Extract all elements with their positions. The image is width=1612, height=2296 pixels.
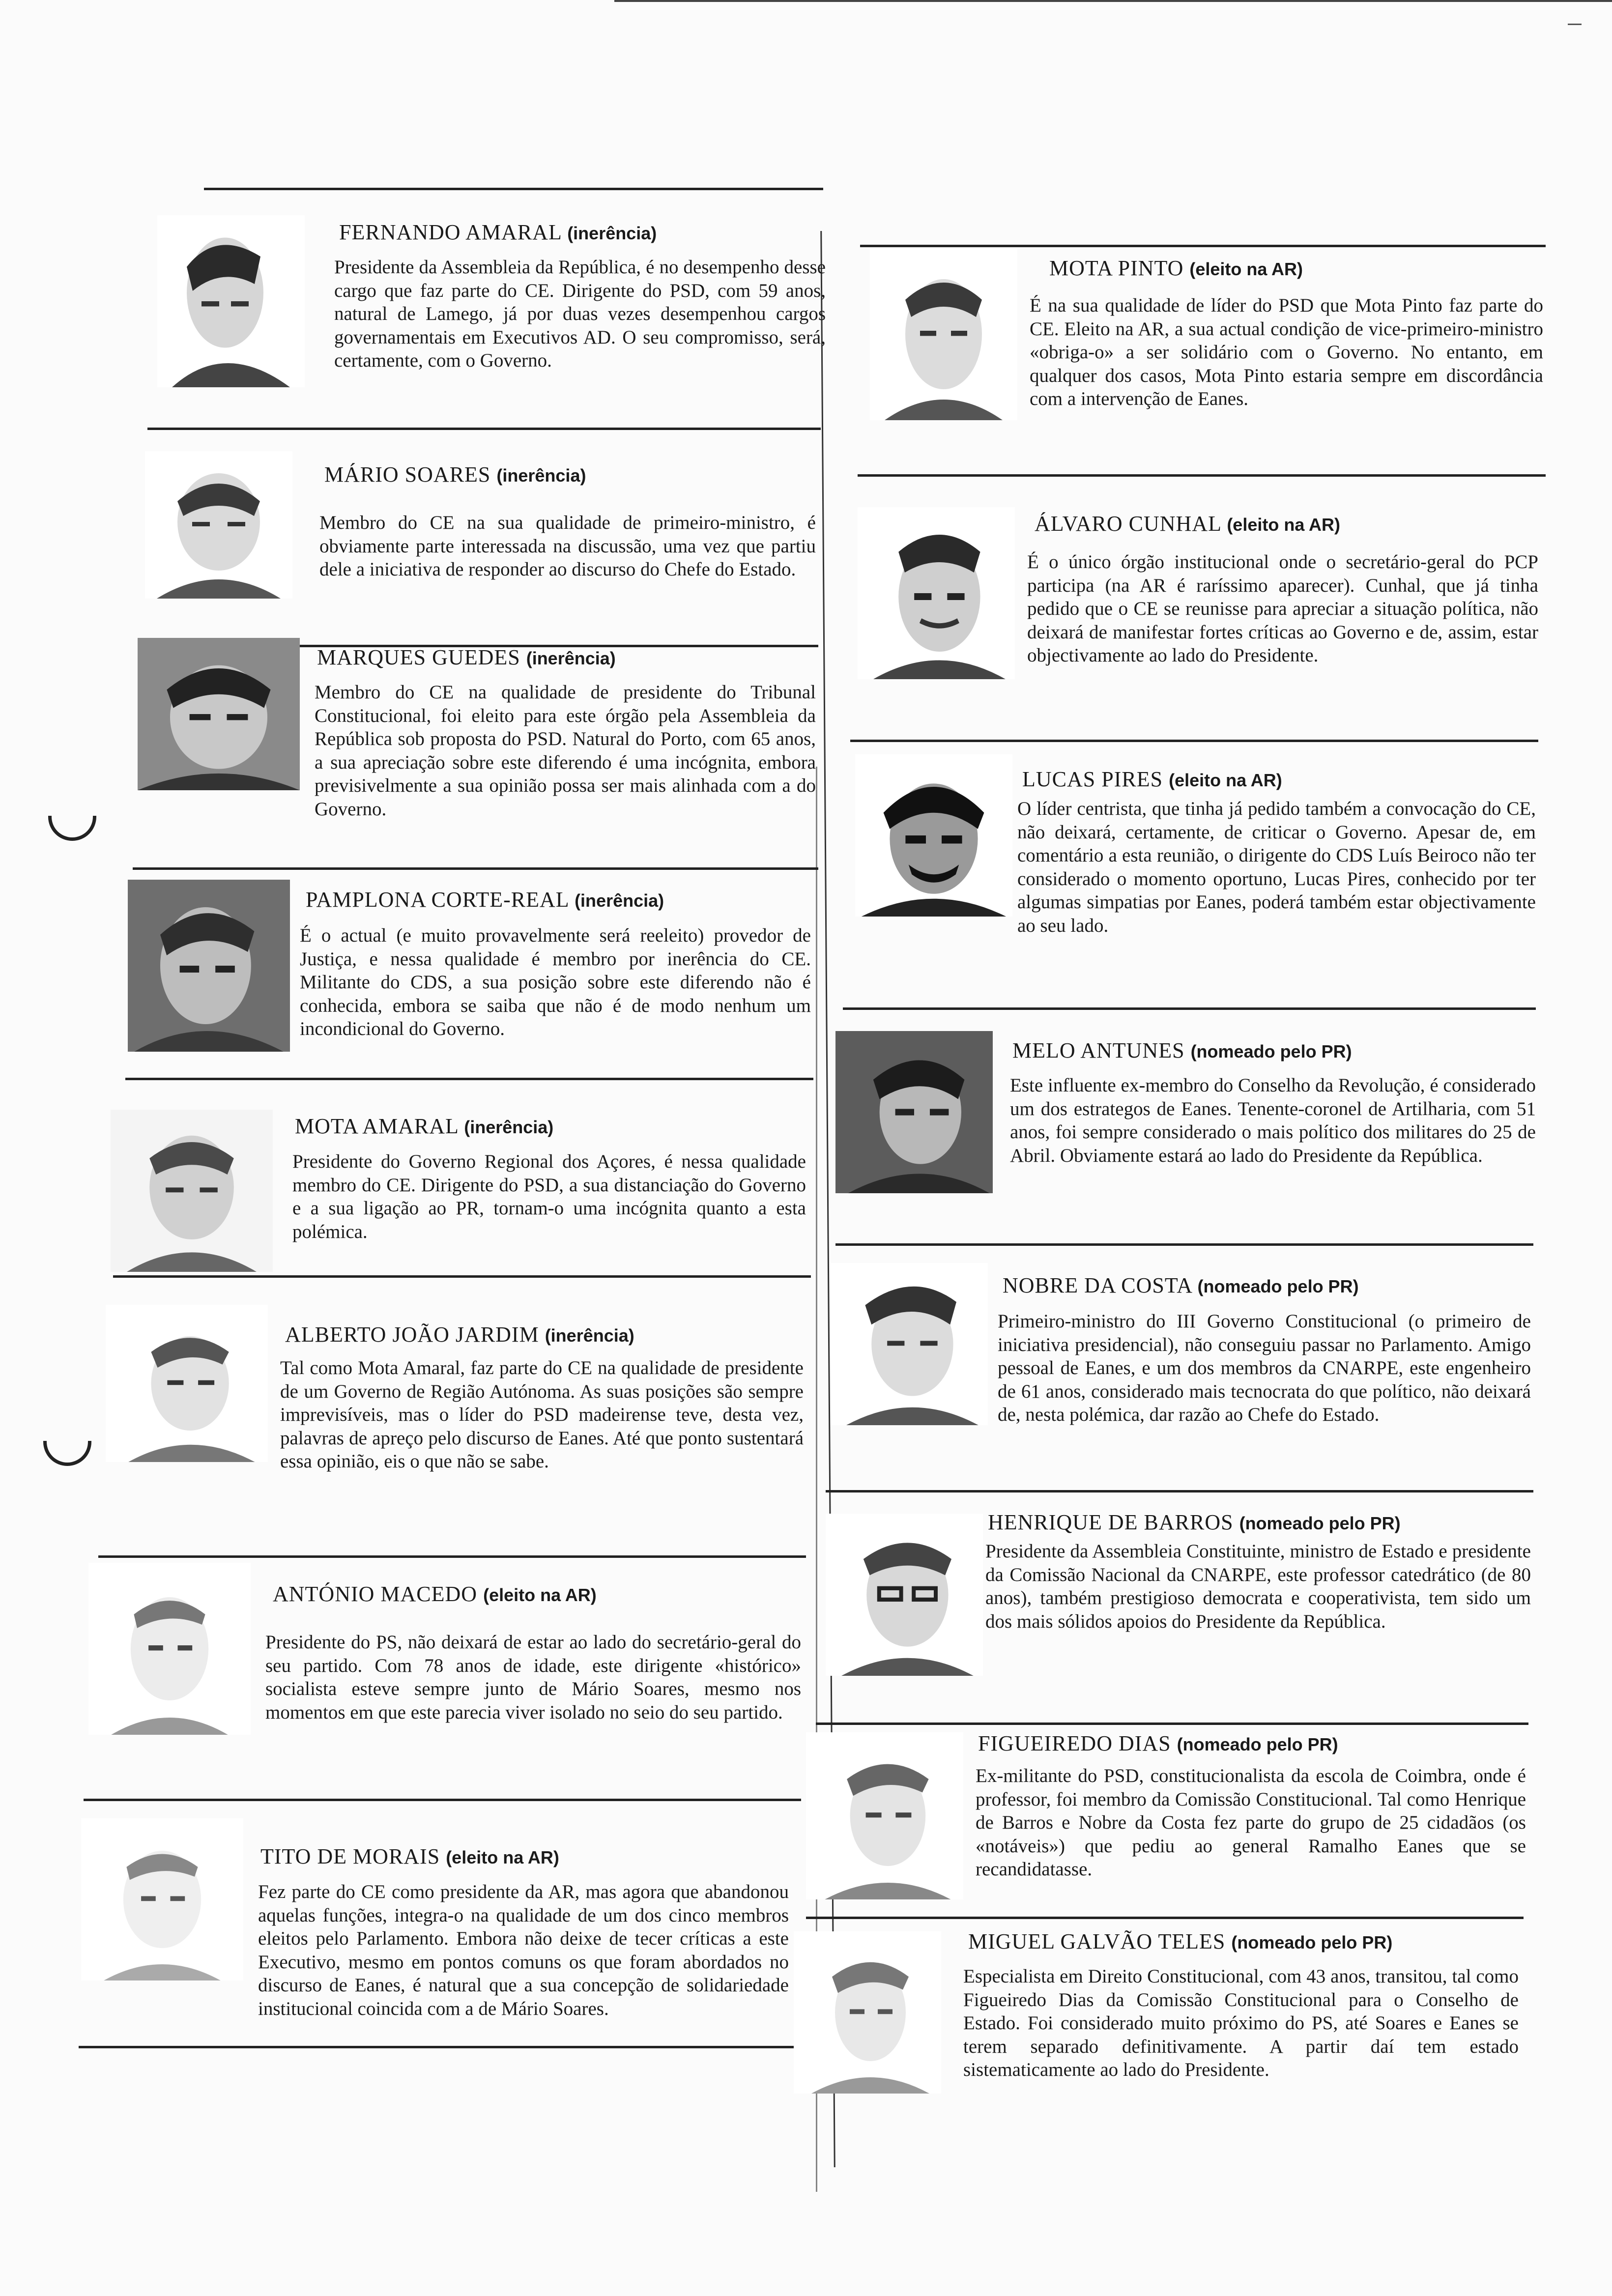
portrait-photo: [835, 1031, 993, 1193]
name-text: MARQUES GUEDES: [317, 645, 520, 669]
separator-rule: [79, 2046, 796, 2048]
name-text: LUCAS PIRES: [1022, 767, 1163, 791]
top-rule: [204, 188, 823, 190]
member-name: [1012, 1038, 1352, 1063]
portrait-photo: [88, 1563, 251, 1735]
member-description: É o actual (e muito provavelmente será reeleito) provedor de Justiça, e nessa qualidade é membro por inerência do CE. Militante do CDS, a sua posição sobre este diferendo não é conhecida, embora se saiba que não é de modo nenhum um incondicional do Governo.: [300, 925, 811, 1039]
portrait-photo: [870, 248, 1017, 420]
member-description: Presidente da Assembleia da República, é no desempenho desse cargo que faz parte do CE. Dirigente do PSD, com 59 anos, natural de Lamego, já por duas vezes desempenhou cargos governamentais em Executivos AD. O seu compromisso, será, certamente, com o Governo.: [334, 257, 826, 371]
member-name: [295, 1114, 553, 1139]
name-text: MOTA AMARAL: [295, 1114, 459, 1138]
name-text: FIGUEIREDO DIAS: [978, 1731, 1171, 1755]
portrait-photo: [145, 451, 292, 599]
member-name: [317, 645, 616, 670]
member-name: [273, 1581, 597, 1607]
member-name: [988, 1510, 1401, 1535]
portrait-photo: [855, 754, 1012, 917]
name-text: FERNANDO AMARAL: [339, 220, 562, 244]
portrait-photo: [128, 880, 290, 1052]
role-tag: (nomeado pelo PR): [1231, 1932, 1393, 1952]
name-text: ÁLVARO CUNHAL: [1035, 512, 1221, 536]
name-text: ANTÓNIO MACEDO: [273, 1582, 478, 1606]
member-description: Presidente do PS, não deixará de estar ao lado do secretário-geral do seu partido. Com 78 anos de idade, este dirigente «histórico» socialista esteve sempre junto de Mário Soares, mesmo nos momentos em que este parecia viver isolado no seio do seu partido.: [265, 1632, 801, 1723]
role-tag: (inerência): [464, 1117, 554, 1137]
portrait-photo: [138, 638, 300, 790]
role-tag: (nomeado pelo PR): [1197, 1276, 1359, 1296]
role-tag: (eleito na AR): [1189, 259, 1303, 279]
separator-rule: [858, 474, 1546, 477]
separator-rule: [133, 867, 818, 870]
name-text: MOTA PINTO: [1049, 256, 1184, 280]
binder-hole-mark: [48, 816, 96, 841]
portrait-photo: [831, 1263, 988, 1425]
member-description: Tal como Mota Amaral, faz parte do CE na qualidade de presidente de um Governo de Região Autónoma. As suas posições são sempre imprevisíveis, mas o líder do PSD madeirense teve, desta vez, palavras de apreço pelo discurso de Eanes. Até que ponto sustentará essa opinião, eis o que não se sabe.: [280, 1357, 804, 1472]
member-description: Este influente ex-membro do Conselho da Revolução, é considerado um dos estrategos de Eanes. Tenente-coronel de Artilharia, com 51 anos, foi sempre considerado o mais político dos militares do 25 de Abril. Obviamente estará ao lado do Presidente da República.: [1010, 1075, 1536, 1166]
member-description: Especialista em Direito Constitucional, com 43 anos, transitou, tal como Figueiredo Dias da Comissão Constitucional para o Conselho de Estado. Foi considerado muito próximo do PS, até Soares e Eanes se terem separado definitivamente. A partir daí tem estado sistematicamente ao lado do Presidente.: [963, 1966, 1519, 2080]
member-description: O líder centrista, que tinha já pedido também a convocação do CE, não deixará, certamente, de criticar o Governo. Apesar de, em comentário a esta reunião, o dirigente do CDS Luís Beiroco não ter considerado o momento oportuno, Lucas Pires, conhecido por ter algumas simpatias por Eanes, poderá também estar objectivamente ao seu lado.: [1017, 798, 1536, 936]
portrait-photo: [106, 1305, 268, 1462]
member-description: Presidente da Assembleia Constituinte, ministro de Estado e presidente da Comissão Nacional da CNARPE, este professor catedrático (de 80 anos), também prestigioso democrata e cooperativista, tem sido um dos mais sólidos apoios do Presidente da República.: [985, 1541, 1531, 1632]
separator-rule: [816, 1722, 1528, 1725]
portrait-photo: [794, 1931, 941, 2094]
separator-rule: [806, 1917, 1524, 1919]
scan-edge-line: [614, 0, 1612, 2]
separator-rule: [147, 428, 821, 430]
role-tag: (inerência): [526, 648, 616, 668]
member-name: [324, 462, 586, 487]
member-name: [285, 1322, 634, 1347]
separator-rule: [850, 740, 1538, 742]
name-text: MÁRIO SOARES: [324, 462, 491, 487]
member-description: Primeiro-ministro do III Governo Constitucional (o primeiro de iniciativa presidencial), não conseguiu passar no Parlamento. Amigo pessoal de Eanes, e um dos membros da CNARPE, este engenheiro de 61 anos, considerado mais tecnocrata do que político, não deixará de, nesta polémica, dar razão ao Chefe do Estado.: [998, 1311, 1531, 1425]
separator-rule: [835, 1243, 1533, 1246]
portrait-photo: [81, 1818, 243, 1980]
name-text: ALBERTO JOÃO JARDIM: [285, 1322, 539, 1347]
member-name: [306, 887, 664, 912]
member-name: [978, 1731, 1338, 1756]
scan-mark: [1568, 24, 1582, 25]
portrait-photo: [111, 1110, 273, 1272]
member-name: [260, 1844, 559, 1869]
member-description: Presidente do Governo Regional dos Açores, é nessa qualidade membro do CE. Dirigente do PSD, a sua distanciação do Governo e a sua ligação ao PR, tornam-o uma incógnita quanto a esta polémica.: [292, 1151, 806, 1242]
member-description: É na sua qualidade de líder do PSD que Mota Pinto faz parte do CE. Eleito na AR, a sua actual condição de vice-primeiro-ministro «obriga-o» a ser solidário com o Governo. No entanto, em qualquer dos casos, Mota Pinto estaria sempre em discordância com a intervenção de Eanes.: [1030, 295, 1543, 409]
portrait-photo: [806, 1732, 963, 1899]
member-name: [968, 1929, 1392, 1954]
role-tag: (inerência): [575, 890, 664, 911]
separator-rule: [113, 1275, 811, 1278]
member-name: [1022, 767, 1282, 792]
member-description: Fez parte do CE como presidente da AR, mas agora que abandonou aquelas funções, integra-o na qualidade de um dos cinco membros eleitos pelo Parlamento. Embora não deixe de tecer críticas a este Executivo, mesmo em pontos comuns os que foram abordados no discurso de Eanes, é natural que a sua concepção de solidariedade institucional coincida com a de Mário Soares.: [258, 1881, 789, 2019]
binder-hole-mark: [43, 1441, 91, 1466]
role-tag: (eleito na AR): [446, 1847, 559, 1867]
name-text: MELO ANTUNES: [1012, 1038, 1185, 1062]
name-text: PAMPLONA CORTE-REAL: [306, 888, 569, 912]
role-tag: (nomeado pelo PR): [1239, 1513, 1401, 1533]
top-rule: [860, 245, 1546, 247]
role-tag: (eleito na AR): [1227, 515, 1340, 535]
role-tag: (eleito na AR): [483, 1585, 597, 1605]
name-text: NOBRE DA COSTA: [1003, 1273, 1192, 1297]
member-description: Membro do CE na sua qualidade de primeiro-ministro, é obviamente parte interessada na discussão, uma vez que partiu dele a iniciativa de responder ao discurso do Chefe do Estado.: [319, 512, 816, 580]
separator-rule: [98, 1555, 806, 1558]
separator-rule: [843, 1007, 1536, 1010]
portrait-photo: [157, 215, 305, 387]
separator-rule: [84, 1799, 801, 1801]
member-description: Ex-militante do PSD, constitucionalista da escola de Coimbra, onde é professor, foi membro da Comissão Constitucional. Tal como Henrique de Barros e Nobre da Costa fez parte do grupo de 25 cidadãos (os «notáveis») que pediu ao general Ramalho Eanes que se recandidatasse.: [976, 1765, 1526, 1880]
member-description: É o único órgão institucional onde o secretário-geral do PCP participa (na AR é raríssimo aparecer). Cunhal, que já tinha pedido que o CE se reunisse para apreciar a situação política, não deixará de manifestar fortes críticas ao Governo e de, assim, estar objectivamente ao lado do Presidente.: [1027, 551, 1538, 666]
name-text: HENRIQUE DE BARROS: [988, 1510, 1234, 1534]
member-name: [1035, 511, 1340, 536]
name-text: TITO DE MORAIS: [260, 1844, 440, 1868]
member-description: Membro do CE na qualidade de presidente do Tribunal Constitucional, foi eleito para este órgão pela Assembleia da República sob proposta do PSD. Natural do Porto, com 65 anos, a sua apreciação sobre este diferendo é uma incógnita, embora previsivelmente a sua opinião possa ser mais alinhada com a do Governo.: [315, 682, 816, 820]
member-name: [1003, 1273, 1359, 1298]
member-name: [1049, 256, 1303, 281]
portrait-photo: [826, 1514, 983, 1676]
member-name: [339, 220, 657, 245]
role-tag: (inerência): [545, 1325, 634, 1346]
role-tag: (eleito na AR): [1169, 770, 1282, 790]
separator-rule: [826, 1490, 1533, 1492]
name-text: MIGUEL GALVÃO TELES: [968, 1929, 1226, 1953]
role-tag: (inerência): [567, 223, 657, 243]
role-tag: (inerência): [496, 465, 586, 486]
role-tag: (nomeado pelo PR): [1177, 1734, 1338, 1754]
portrait-photo: [858, 507, 1015, 679]
role-tag: (nomeado pelo PR): [1190, 1041, 1352, 1062]
separator-rule: [125, 1078, 813, 1080]
